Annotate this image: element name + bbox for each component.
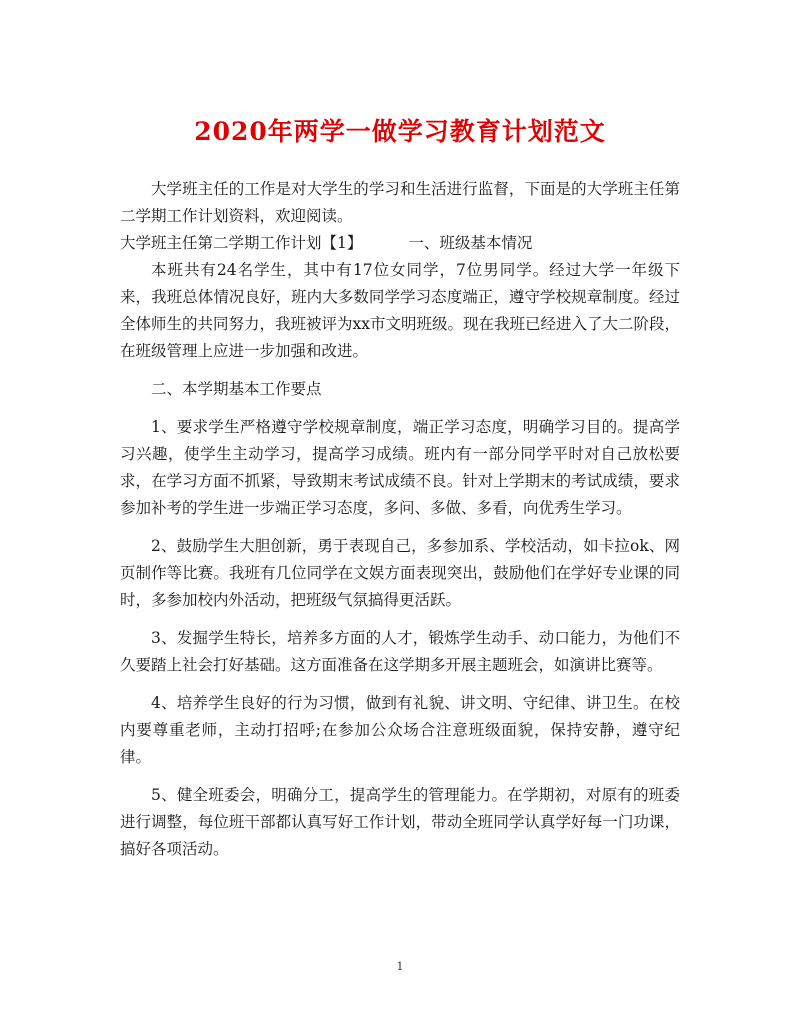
subheading-line (120, 230, 680, 257)
point-paragraph: 5、健全班委会，明确分工，提高学生的管理能力。在学期初，对原有的班委进行调整，每位班干部都认真写好工作计划，带动全班同学认真学好每一门功课，搞好各项活动。 (120, 786, 680, 858)
point-paragraph: 4、培养学生良好的行为习惯，做到有礼貌、讲文明、守纪律、讲卫生。在校内要尊重老师，主动打招呼;在参加公众场合注意班级面貌，保持安静，遵守纪律。 (120, 694, 680, 766)
point-paragraph: 2、鼓励学生大胆创新，勇于表现自己，多参加系、学校活动，如卡拉ok、网页制作等比赛。我班有几位同学在文娱方面表现突出，鼓励他们在学好专业课的同时，多参加校内外活动，把班级气氛搞得更活跃。 (120, 537, 680, 609)
point-paragraph: 3、发掘学生特长，培养多方面的人才，锻炼学生动手、动口能力，为他们不久要踏上社会打好基础。这方面准备在这学期多开展主题班会，如演讲比赛等。 (120, 629, 680, 674)
plan-subheading: 大学班主任第二学期工作计划【1】 (120, 234, 363, 252)
section1-title: 一、班级基本情况 (408, 234, 533, 252)
page-title: 2020年两学一做学习教育计划范文 (194, 117, 606, 146)
intro-paragraph: 大学班主任的工作是对大学生的学习和生活进行监督，下面是的大学班主任第二学期工作计划资料，欢迎阅读。 (120, 180, 680, 225)
point-paragraph: 1、要求学生严格遵守学校规章制度，端正学习态度，明确学习目的。提高学习兴趣，使学生主动学习，提高学习成绩。班内有一部分同学平时对自己放松要求，在学习方面不抓紧，导致期末考试成绩不良。针对上学期末的考试成绩，要求参加补考的学生进一步端正学习态度，多问、多做、多看，向优秀生学习。 (120, 418, 680, 517)
page-number: 1 (396, 960, 404, 973)
document-body (120, 176, 680, 863)
section2-title: 二、本学期基本工作要点 (151, 380, 322, 398)
section1-body: 本班共有24名学生，其中有17位女同学，7位男同学。经过大学一年级下来，我班总体情况良好，班内大多数同学学习态度端正，遵守学校规章制度。经过全体师生的共同努力，我班被评为xx市文明班级。现在我班已经进入了大二阶段，在班级管理上应进一步加强和改进。 (120, 261, 680, 360)
